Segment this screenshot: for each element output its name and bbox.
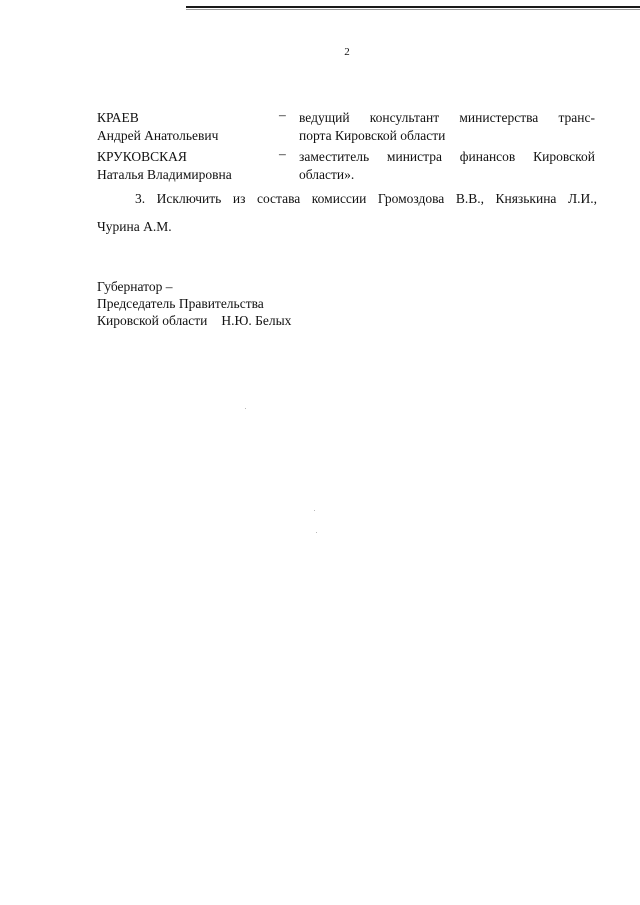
member-name xyxy=(97,148,272,184)
page-number: 2 xyxy=(344,46,350,58)
position-line: заместитель министра финансов Кировской xyxy=(299,149,595,164)
commission-member-entry xyxy=(97,148,597,188)
scan-speck xyxy=(316,532,317,533)
signatory-title-line1: Губернатор – xyxy=(97,279,173,294)
signatory-name: Н.Ю. Белых xyxy=(221,313,292,328)
header-rule xyxy=(186,6,640,8)
member-name xyxy=(97,109,272,145)
member-position xyxy=(299,148,595,184)
position-line: ведущий консультант министерства транс- xyxy=(299,110,595,125)
member-given-names: Андрей Анатольевич xyxy=(97,128,219,143)
signatory-title-line2: Председатель Правительства xyxy=(97,296,264,311)
paragraph-3 xyxy=(97,190,597,236)
member-position xyxy=(299,109,595,145)
signatory-region: Кировской области xyxy=(97,313,208,328)
entry-dash: – xyxy=(279,107,286,122)
paragraph-3-line2: Чурина А.М. xyxy=(97,219,172,234)
member-given-names: Наталья Владимировна xyxy=(97,167,232,182)
position-line: порта Кировской области xyxy=(299,128,446,143)
commission-member-entry xyxy=(97,109,597,149)
member-surname: КРАЕВ xyxy=(97,110,139,125)
entry-dash: – xyxy=(279,146,286,161)
scan-speck xyxy=(245,408,246,409)
scan-speck xyxy=(314,510,315,511)
position-line: области». xyxy=(299,167,355,182)
signatory-title-line3 xyxy=(97,312,291,329)
member-surname: КРУКОВСКАЯ xyxy=(97,149,187,164)
signature-block xyxy=(97,278,291,329)
header-rule-shadow xyxy=(186,9,640,10)
paragraph-3-line1: 3. Исключить из состава комиссии Громоздова В.В., Князькина Л.И., xyxy=(135,191,597,206)
